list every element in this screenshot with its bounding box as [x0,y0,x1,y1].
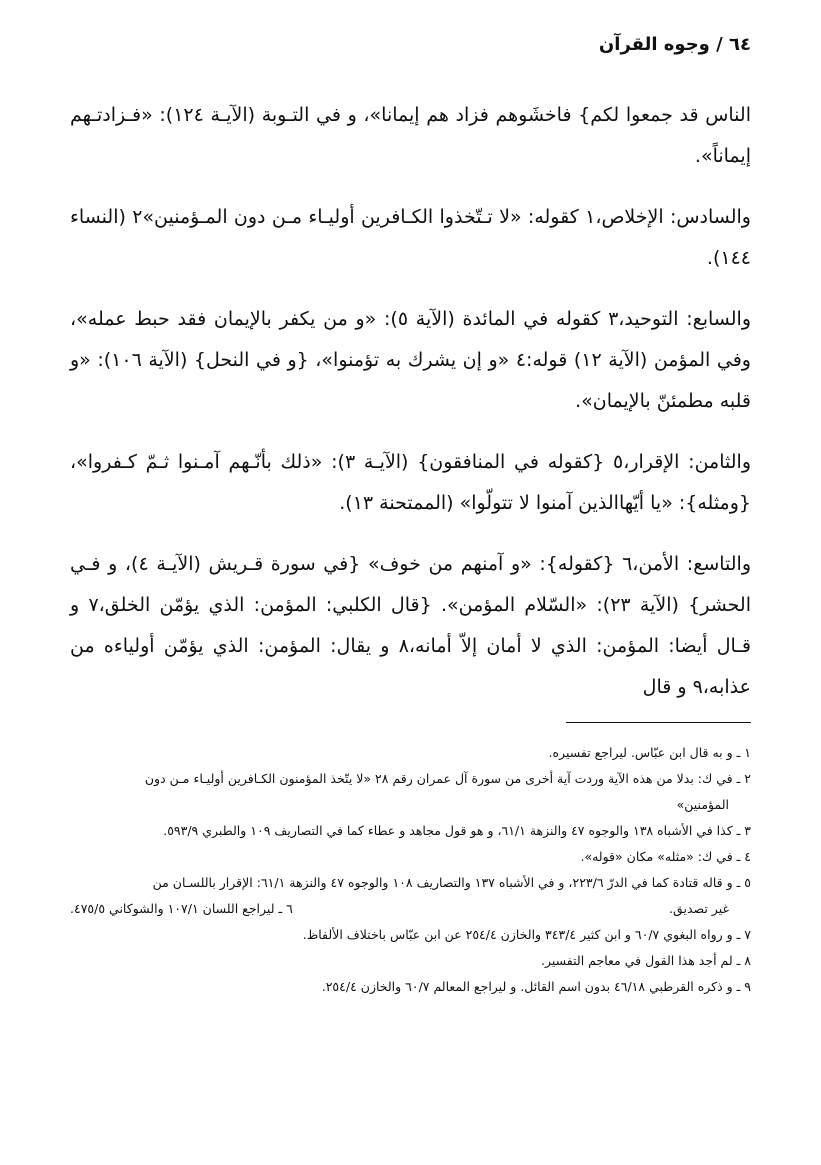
header-separator: / [716,34,723,55]
footnote-separator [566,722,751,723]
footnote-text: ٥ ـ و قاله قتادة كما في الدرّ ٢٢٣/٦، و في الأشباه ١٣٧ والتصاريف ١٠٨ والوجوه ٤٧ والنزهة ٦١/١: الإقرار باللسـان من [152,875,751,890]
footnote: ٣ ـ كذا في الأشباه ١٣٨ والوجوه ٤٧ والنزهة ٦١/١، و هو قول مجاهد و عطاء كما في التصاريف ١٠٩ والطبري ٥٩٣/٩. [163,823,751,838]
footnote [70,870,751,922]
paragraph: والسادس: الإخلاص،١ كقوله: «لا تـتّخذوا الكـافرين أوليـاء مـن دون المـؤمنين»٢ (النساء ١٤٤). [70,206,751,269]
footnote: ٨ ـ لم أجد هذا القول في معاجم التفسير. [541,953,751,968]
footnote [70,766,751,818]
footnote: ١ ـ و به قال ابن عبّاس. ليراجع تفسيره. [548,745,751,760]
footnotes [70,740,751,1000]
footnote: ٧ ـ و رواه البغوي ٦٠/٧ و ابن كثير ٣٤٣/٤ والخازن ٢٥٤/٤ عن ابن عبّاس باختلاف الألفاظ. [302,927,751,942]
footnote: ٩ ـ و ذكره القرطبي ٤٦/١٨ بدون اسم القائل. و ليراجع المعالم ٦٠/٧ والخازن ٢٥٤/٤. [321,979,751,994]
footnote-inline: ٦ ـ ليراجع اللسان ١٠٧/١ والشوكاني ٤٧٥/٥. [70,901,293,916]
footnote-text: ٢ ـ في ك: بدلا من هذه الآية وردت آية أخرى من سورة آل عمران رقم ٢٨ «لا يتّخذ المؤمنون الكـافرين أوليـاء مـن دون [144,771,751,786]
paragraph: الناس قد جمعوا لكم} فاخشَوهم فزاد هم إيمانا»، و في التـوبة (الآيـة ١٢٤): «فـزادتـهم إيماناً». [70,104,751,167]
footnote-row [70,896,751,922]
paragraph: والثامن: الإقرار،٥ {كقوله في المنافقون} (الآيـة ٣): «ذلك بأنّـهم آمـنوا ثـمّ كـفروا»، {ومثله}: «يا أيّهاالذين آمنوا لا تتولّوا» (الممتحنة ١٣). [70,451,751,514]
page-number: ٦٤ [729,34,751,55]
footnote-continuation: المؤمنين» [676,797,729,812]
book-title: وجوه القرآن [598,34,710,55]
running-header [70,34,751,64]
footnote: ٤ ـ في ك: «مثله» مكان «قوله». [580,849,751,864]
footnote-continuation: غير تصديق. [669,901,729,916]
main-text [70,95,751,728]
paragraph: والتاسع: الأمن،٦ {كقوله}: «و آمنهم من خوف» {في سورة قـريش (الآيـة ٤)، و فـي الحشر} (الآية ٢٣): «السّلام المؤمن». {قال الكلبي: المؤمن: الذي يؤمّن الخلق،٧ و قـال أيضا: المؤمن: الذي لا أمان إلاّ أمانه،٨ و يقال: المؤمن: الذي يؤمّن أولياءه من عذابه،٩ و قال [70,553,752,698]
paragraph: والسابع: التوحيد،٣ كقوله في المائدة (الآية ٥): «و من يكفر بالإيمان فقد حبط عمله»، وفي المؤمن (الآية ١٢) قوله:٤ «و إن يشرك به تؤمنوا»، {و في النحل} (الآية ١٠٦): «و قلبه مطمئنّ بالإيمان». [70,308,751,412]
